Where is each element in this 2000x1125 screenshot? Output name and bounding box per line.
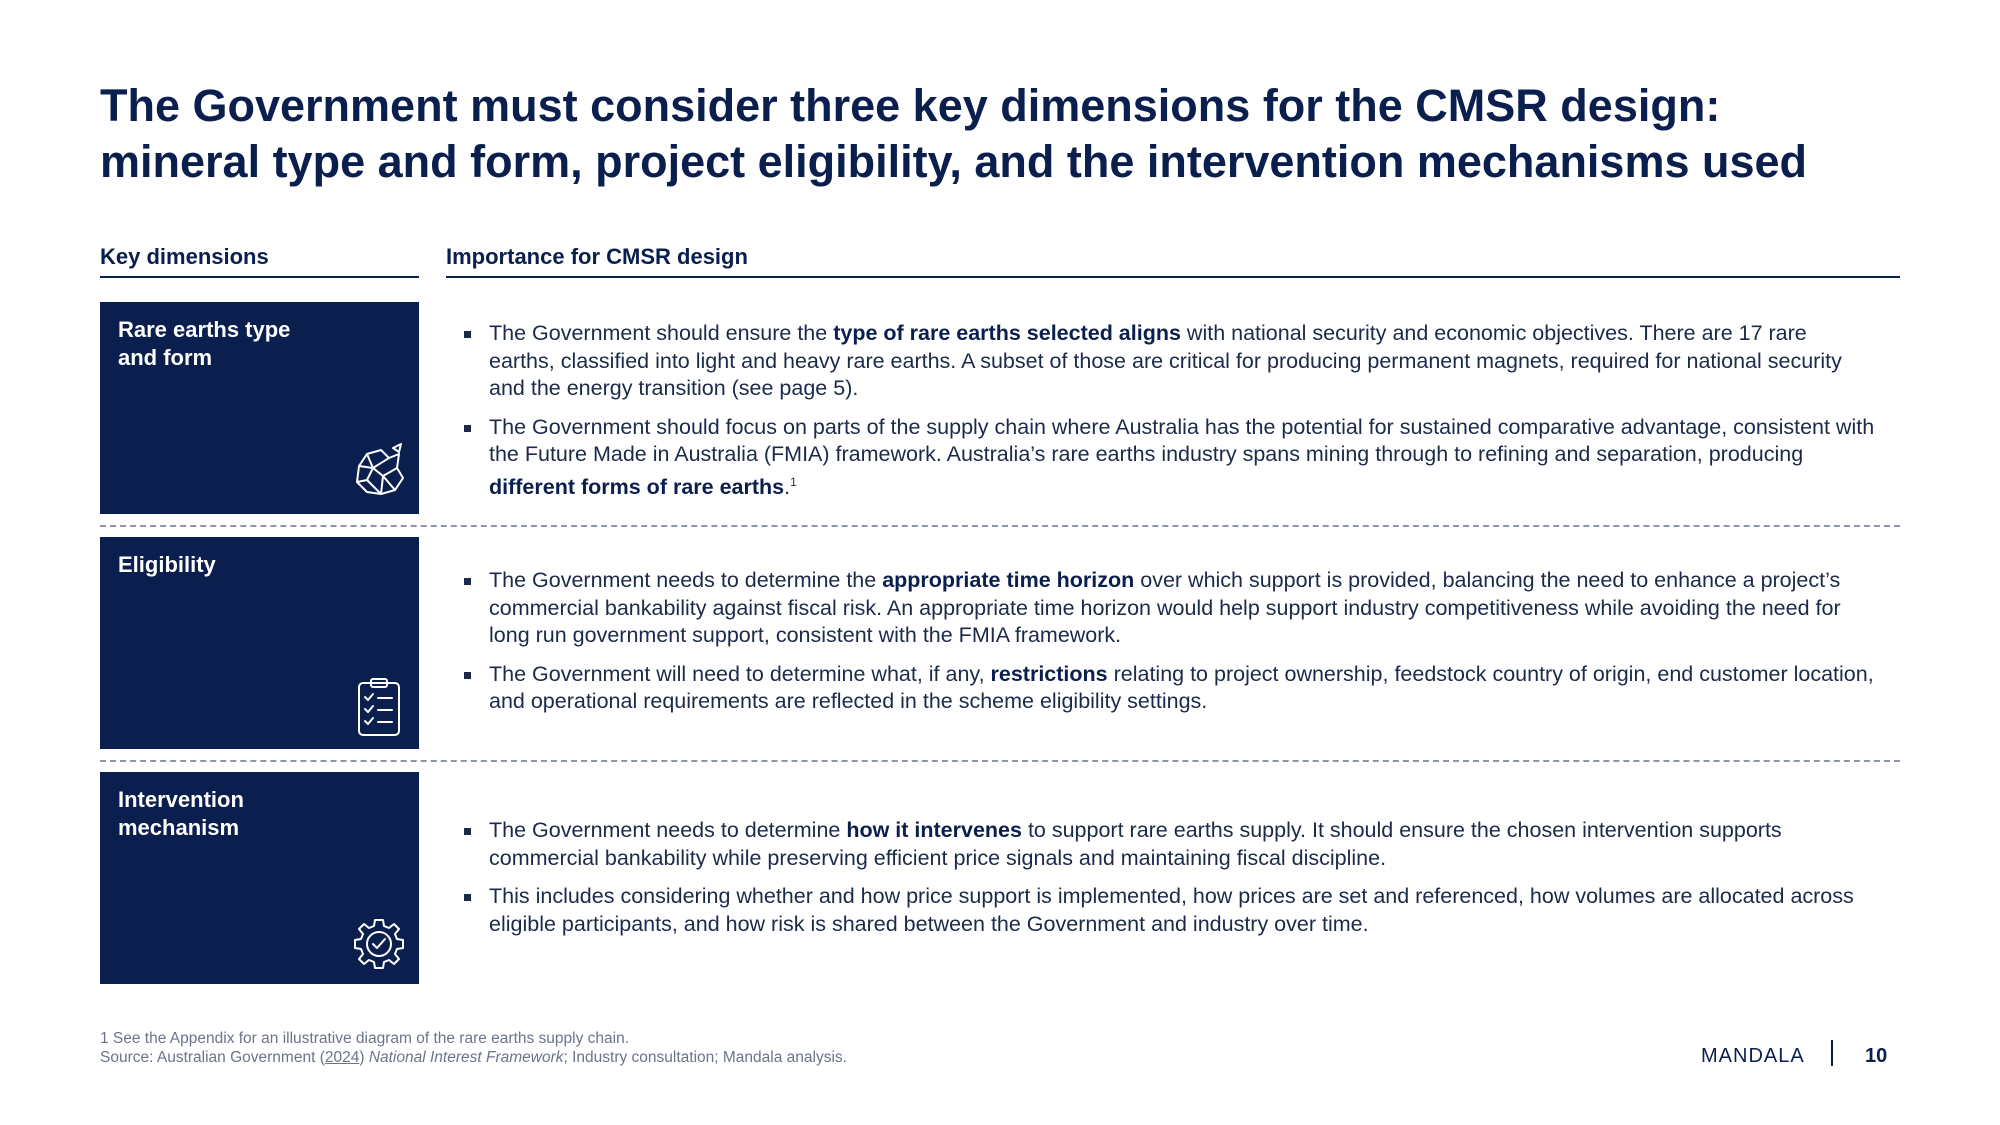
page-number: 10 [1865, 1045, 1888, 1067]
dimension-label: Rare earths type and form [118, 317, 291, 370]
page-title-line-1: The Government must consider three key dimensions for the CMSR design: [100, 80, 1721, 131]
bullet-list [446, 320, 1876, 512]
bullet-list [446, 567, 1876, 727]
footnote [100, 1029, 847, 1067]
bullet-item: The Government should focus on parts of the supply chain where Australia has the potential for sustained comparative advantage, consistent with the Future Made in Australia (FMIA) framework. Australia’s rare earths industry spans mining through to refining and separation, producing different forms of rare earths.$^1$ [446, 414, 1876, 502]
footnote-source: Source: Australian Government (2024) National Interest Framework; Industry consultation; Mandala analysis. [100, 1049, 847, 1066]
footnote-ref: 1 [790, 474, 797, 489]
bullet-item: The Government needs to determine the appropriate time horizon over which support is provided, balancing the need to enhance a project’s commercial bankability against fiscal risk. An appropriate time horizon would help support industry competitiveness while avoiding the need for long run government support, consistent with the FMIA framework. [446, 567, 1876, 650]
page-title [100, 78, 1940, 190]
dimension-row-rare-earths [100, 302, 1900, 514]
dimension-row-eligibility [100, 537, 1900, 749]
dimension-box [100, 537, 419, 749]
row-divider [100, 525, 1900, 527]
dimension-row-intervention [100, 772, 1900, 984]
bullet-list [446, 817, 1876, 949]
rare-earth-mineral-icon [353, 442, 405, 502]
dimension-label: Eligibility [118, 552, 216, 577]
footnote-note: 1 See the Appendix for an illustrative diagram of the rare earths supply chain. [100, 1030, 630, 1047]
source-year-link[interactable]: 2024 [324, 1049, 360, 1066]
column-header-key-dimensions: Key dimensions [100, 244, 419, 278]
clipboard-checklist-icon [353, 677, 405, 737]
page-title-line-2: mineral type and form, project eligibility, and the intervention mechanisms used [100, 136, 1808, 187]
bullet-item: The Government needs to determine how it intervenes to support rare earths supply. It should ensure the chosen intervention supports commercial bankability while preserving efficient price signals and maintaining fiscal discipline. [446, 817, 1876, 872]
bullet-item: The Government will need to determine what, if any, restrictions relating to project ownership, feedstock country of origin, end customer location, and operational requirements are reflected in the scheme eligibility settings. [446, 661, 1876, 716]
bullet-item: The Government should ensure the type of rare earths selected aligns with national security and economic objectives. There are 17 rare earths, classified into light and heavy rare earths. A subset of those are critical for producing permanent magnets, required for national security and the energy transition (see page 5). [446, 320, 1876, 403]
dimension-label: Intervention mechanism [118, 787, 244, 840]
brand-logo: MANDALA [1701, 1045, 1805, 1067]
bullet-item: This includes considering whether and how price support is implemented, how prices are set and referenced, how volumes are allocated across eligible participants, and how risk is shared between the Government and industry over time. [446, 883, 1876, 938]
brand-divider [1831, 1040, 1833, 1066]
row-divider [100, 760, 1900, 762]
dimension-box [100, 772, 419, 984]
gear-check-icon [353, 912, 405, 972]
dimension-box [100, 302, 419, 514]
column-header-importance: Importance for CMSR design [446, 244, 1900, 278]
